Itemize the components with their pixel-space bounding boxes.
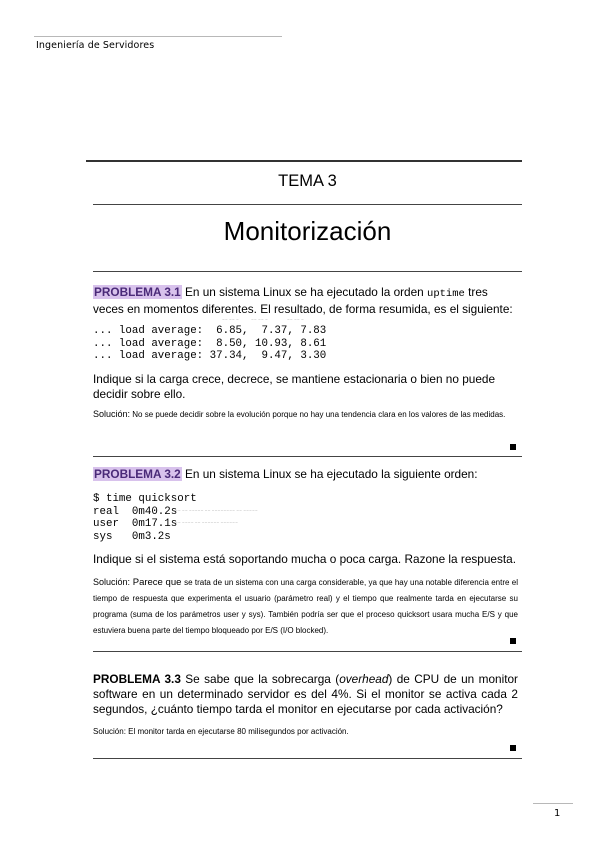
problem-3-1-solution: Solución: No se puede decidir sobre la evolución porque no hay una tendencia clara en los valores de las medidas. (93, 409, 506, 419)
problem-3-1-label: PROBLEMA 3.1 (94, 285, 181, 299)
problem-3-3-statement: PROBLEMA 3.3 Se sabe que la sobrecarga (overhead) de CPU de un monitor software en un determinado servidor es del 4%. Si el monitor se activa cada 2 segundos, ¿cuánto tiempo tarda el monitor en ejecutarse por cada activación? (93, 672, 518, 716)
problem-separator (93, 456, 522, 457)
end-of-problem-mark (510, 444, 516, 450)
code-line: ... load average: 6.85, 7.37, 7.83 (93, 325, 327, 337)
problem-3-1-question: Indique si la carga crece, decrece, se mantiene estacionaria o bien no puede decidir sobre ello. (93, 372, 496, 401)
footer-rule (533, 803, 573, 804)
uptime-output (93, 325, 326, 363)
handwritten-note: ~~~ ~~~~ ~~ ~~~~~~ ~~~~~~ (172, 521, 239, 525)
chapter-label: TEMA 3 (278, 172, 337, 190)
handwritten-note: ~~~ ~~ ~~~~~ ~~ ~~~~~~~~ ~~ ~~~~~ (172, 509, 258, 513)
code-line: sys 0m3.2s (93, 530, 171, 543)
handwritten-note: ~~ ~~ ~ (287, 318, 304, 322)
handwritten-note: ~~ ~~ ~ (251, 318, 268, 322)
solution-label: Solución: (93, 577, 131, 587)
problem-separator (93, 758, 522, 759)
problem-3-1-statement: PROBLEMA 3.1 En un sistema Linux se ha ejecutado la orden uptime tres veces en momentos diferentes. El resultado, de forma resumida, es el siguiente: (93, 285, 513, 316)
problem-separator (93, 651, 522, 652)
end-of-problem-mark (510, 745, 516, 751)
code-line: user 0m17.1s (93, 518, 178, 530)
page-number: 1 (554, 808, 561, 819)
code-line: $ time quicksort (93, 493, 197, 505)
chapter-mid-rule (93, 204, 522, 205)
chapter-bottom-rule (93, 271, 522, 272)
problem-3-2-label: PROBLEMA 3.2 (94, 467, 181, 481)
chapter-title: Monitorización (223, 216, 392, 246)
time-output (93, 493, 197, 543)
problem-3-3-solution: Solución: El monitor tarda en ejecutarse 80 milisegundos por activación. (93, 727, 349, 736)
handwritten-note: ~~ ~~ ~ (222, 318, 239, 322)
problem-3-3-label: PROBLEMA 3.3 (93, 672, 181, 686)
problem-3-2-statement: PROBLEMA 3.2 En un sistema Linux se ha ejecutado la siguiente orden: (94, 467, 478, 481)
code-line: ... load average: 37.34, 9.47, 3.30 (93, 350, 327, 362)
solution-label: Solución: (93, 727, 126, 736)
problem-3-2-solution: Solución: Parece que se trata de un sistema con una carga considerable, ya que hay una notable diferencia entre el tiempo de respuesta que experimenta el usuario (parámetro real) y el tiempo que realmente tarda en ejecutarse su programa (suma de los parámetros user y sys). También podría ser que el proceso quicksort usara mucha E/S y que estuviera buena parte del tiempo bloqueado por E/S (I/O blocked). (93, 577, 518, 635)
chapter-top-rule (86, 160, 522, 162)
code-line: ... load average: 8.50, 10.93, 8.61 (93, 337, 327, 350)
problem-3-2-question: Indique si el sistema está soportando mucha o poca carga. Razone la respuesta. (93, 552, 516, 566)
solution-label: Solución: (93, 409, 131, 419)
uptime-command: uptime (427, 288, 465, 300)
code-line: real 0m40.2s (93, 505, 178, 518)
header-rule (34, 36, 282, 37)
end-of-problem-mark (510, 638, 516, 644)
running-header: Ingeniería de Servidores (36, 40, 155, 51)
